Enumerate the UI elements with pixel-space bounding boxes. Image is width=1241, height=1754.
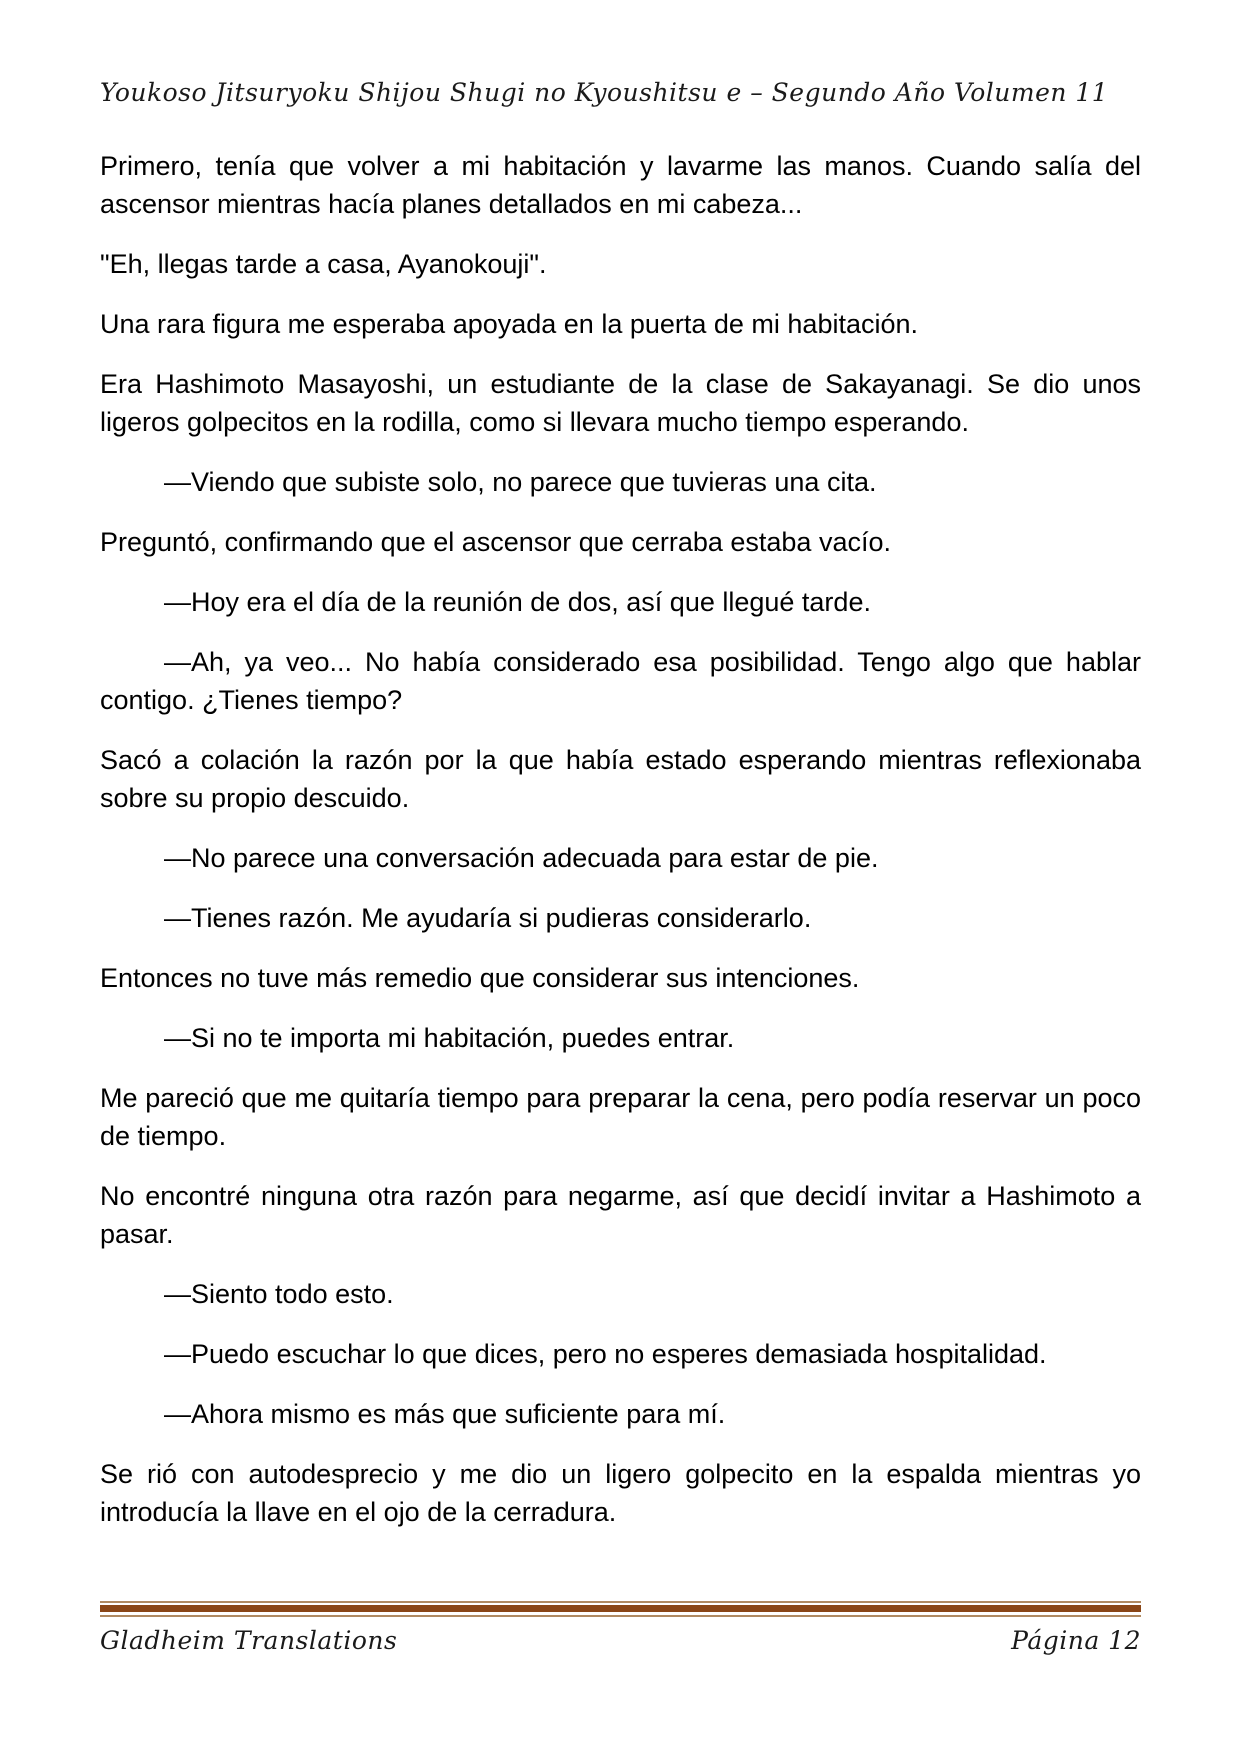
- paragraph: Una rara figura me esperaba apoyada en la puerta de mi habitación.: [100, 309, 919, 339]
- paragraph: Se rió con autodesprecio y me dio un ligero golpecito en la espalda mientras yo introducía la llave en el ojo de la cerradura.: [100, 1459, 1141, 1527]
- dialogue-paragraph: —Viendo que subiste solo, no parece que tuvieras una cita.: [164, 467, 877, 497]
- footer-rule-thin-bottom: [100, 1615, 1141, 1617]
- page-body: [100, 147, 1141, 1553]
- footer-translator-credit: Gladheim Translations: [100, 1626, 398, 1655]
- footer-page-number: Página 12: [1011, 1626, 1141, 1655]
- paragraph: Me pareció que me quitaría tiempo para preparar la cena, pero podía reservar un poco de tiempo.: [100, 1083, 1141, 1151]
- paragraph: Primero, tenía que volver a mi habitación y lavarme las manos. Cuando salía del ascensor mientras hacía planes detallados en mi cabeza...: [100, 151, 1141, 219]
- dialogue-paragraph: —Hoy era el día de la reunión de dos, así que llegué tarde.: [164, 587, 871, 617]
- page-header-title: Youkoso Jitsuryoku Shijou Shugi no Kyoushitsu e – Segundo Año Volumen 11: [100, 78, 1109, 107]
- paragraph: Entonces no tuve más remedio que considerar sus intenciones.: [100, 963, 860, 993]
- dialogue-paragraph: —No parece una conversación adecuada para estar de pie.: [164, 843, 879, 873]
- page-footer: [100, 1626, 1141, 1655]
- footer-rule-thick: [100, 1605, 1141, 1612]
- dialogue-paragraph: —Puedo escuchar lo que dices, pero no esperes demasiada hospitalidad.: [164, 1339, 1047, 1369]
- dialogue-paragraph: —Tienes razón. Me ayudaría si pudieras considerarlo.: [164, 903, 812, 933]
- dialogue-paragraph: —Siento todo esto.: [164, 1279, 394, 1309]
- dialogue-paragraph: —Ah, ya veo... No había considerado esa posibilidad. Tengo algo que hablar contigo. ¿Tienes tiempo?: [100, 647, 1141, 715]
- footer-rule-thin-top: [100, 1601, 1141, 1603]
- paragraph: Era Hashimoto Masayoshi, un estudiante de la clase de Sakayanagi. Se dio unos ligeros golpecitos en la rodilla, como si llevara mucho tiempo esperando.: [100, 369, 1141, 437]
- paragraph: Preguntó, confirmando que el ascensor que cerraba estaba vacío.: [100, 527, 891, 557]
- dialogue-paragraph: —Si no te importa mi habitación, puedes entrar.: [164, 1023, 735, 1053]
- dialogue-paragraph: —Ahora mismo es más que suficiente para mí.: [164, 1399, 726, 1429]
- paragraph: "Eh, llegas tarde a casa, Ayanokouji".: [100, 249, 547, 279]
- paragraph: Sacó a colación la razón por la que había estado esperando mientras reflexionaba sobre su propio descuido.: [100, 745, 1141, 813]
- footer-divider-rule: [100, 1601, 1141, 1617]
- paragraph: No encontré ninguna otra razón para negarme, así que decidí invitar a Hashimoto a pasar.: [100, 1181, 1141, 1249]
